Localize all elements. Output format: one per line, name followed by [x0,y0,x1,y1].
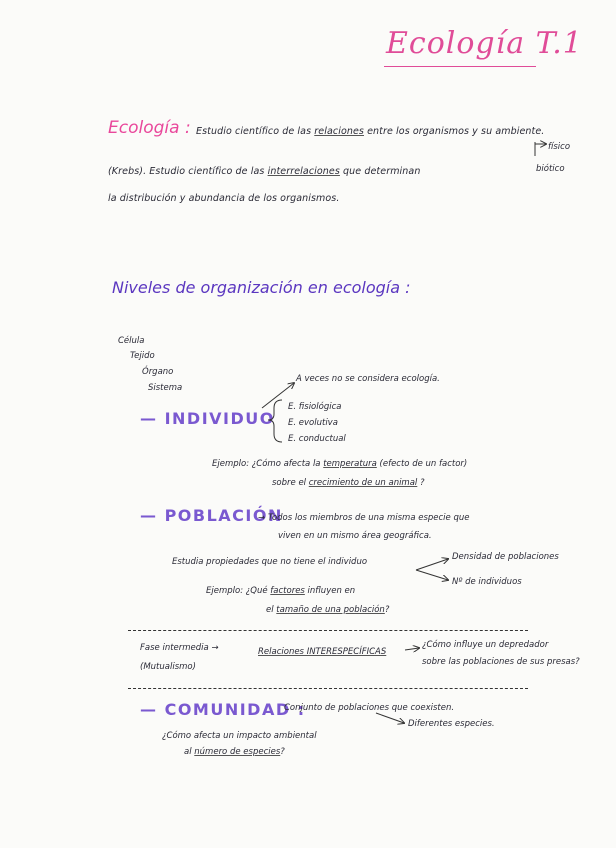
comunidad-branch-arrow [376,713,404,723]
ambiente-branch-arrow [535,142,546,156]
comunidad-q2-numero: número de especies [194,747,281,757]
branch-fisiologica: E. fisiológica [288,402,342,412]
individuo-example-mid: (efecto de un factor) [376,459,468,469]
definition-post: entre los organismos y su ambiente. [363,126,545,137]
definition-pre: Estudio científico de las [196,126,315,137]
level-organo: Órgano [142,367,174,377]
comunidad-branch: Diferentes especies. [408,719,495,729]
section-comunidad: — COMUNIDAD : [140,700,306,719]
fase-question-line1: ¿Cómo influye un depredador [422,640,549,650]
level-sistema: Sistema [148,383,183,393]
branch-fisico: físico [548,142,571,152]
poblacion-def-line1: → Todos los miembros de una misma especie que [258,513,470,523]
poblacion-example-factores: factores [270,586,305,596]
individuo-example-temperatura: temperatura [323,459,377,469]
poblacion-fork-top [416,559,448,570]
section-poblacion: — POBLACIÓN [140,506,283,525]
fase-mutualismo: (Mutualismo) [140,662,196,672]
individuo-example-line2-post: ? [417,478,425,488]
individuo-bracket [268,400,282,442]
poblacion-prop-individuos: Nº de individuos [452,577,522,587]
relaciones-arrow [405,648,419,650]
poblacion-example-pre: Ejemplo: ¿Qué [206,586,271,596]
poblacion-prop-densidad: Densidad de poblaciones [452,552,559,562]
poblacion-def-line2: viven en un mismo área geográfica. [278,531,432,541]
levels-heading: Niveles de organización en ecología : [112,278,411,297]
poblacion-example-line2-post: ? [384,605,390,615]
comunidad-q2-pre: al [184,747,195,757]
comunidad-question-line1: ¿Cómo afecta un impacto ambiental [162,731,317,741]
poblacion-fork-bottom [416,570,448,580]
individuo-note: A veces no se considera ecología. [296,374,440,384]
krebs-post: que determinan [339,166,421,177]
branch-biotico: biótico [536,164,565,174]
comunidad-q2-post: ? [280,747,285,757]
definition-relaciones: relaciones [314,126,364,137]
krebs-pre: (Krebs). Estudio científico de las [108,166,268,177]
poblacion-example-tamano: tamaño de una población [276,605,385,615]
level-celula: Célula [118,336,145,346]
individuo-example-crecimiento: crecimiento de un animal [308,478,418,488]
fase-question-line2: sobre las poblaciones de sus presas? [422,657,580,667]
krebs-interrelaciones: interrelaciones [267,166,340,177]
ecologia-term: Ecología : [108,118,191,138]
krebs-line2: la distribución y abundancia de los organismos. [108,193,340,204]
individuo-note-arrow [262,383,294,408]
individuo-example-pre: Ejemplo: ¿Cómo afecta la [212,459,324,469]
poblacion-example-line2-pre: el [266,605,277,615]
poblacion-example-post: influyen en [304,586,356,596]
branch-evolutiva: E. evolutiva [288,418,338,428]
page-title: Ecología T.1 [386,26,583,61]
relaciones-interespecificas: Relaciones INTERESPECÍFICAS [258,647,387,657]
individuo-example-line2-pre: sobre el [272,478,309,488]
section-individuo: — INDIVIDUO [140,409,275,428]
fase-label: Fase intermedia → [140,643,219,653]
branch-conductual: E. conductual [288,434,346,444]
poblacion-study: Estudia propiedades que no tiene el individuo [172,557,368,567]
level-tejido: Tejido [130,351,155,361]
comunidad-def: Conjunto de poblaciones que coexisten. [284,703,455,713]
